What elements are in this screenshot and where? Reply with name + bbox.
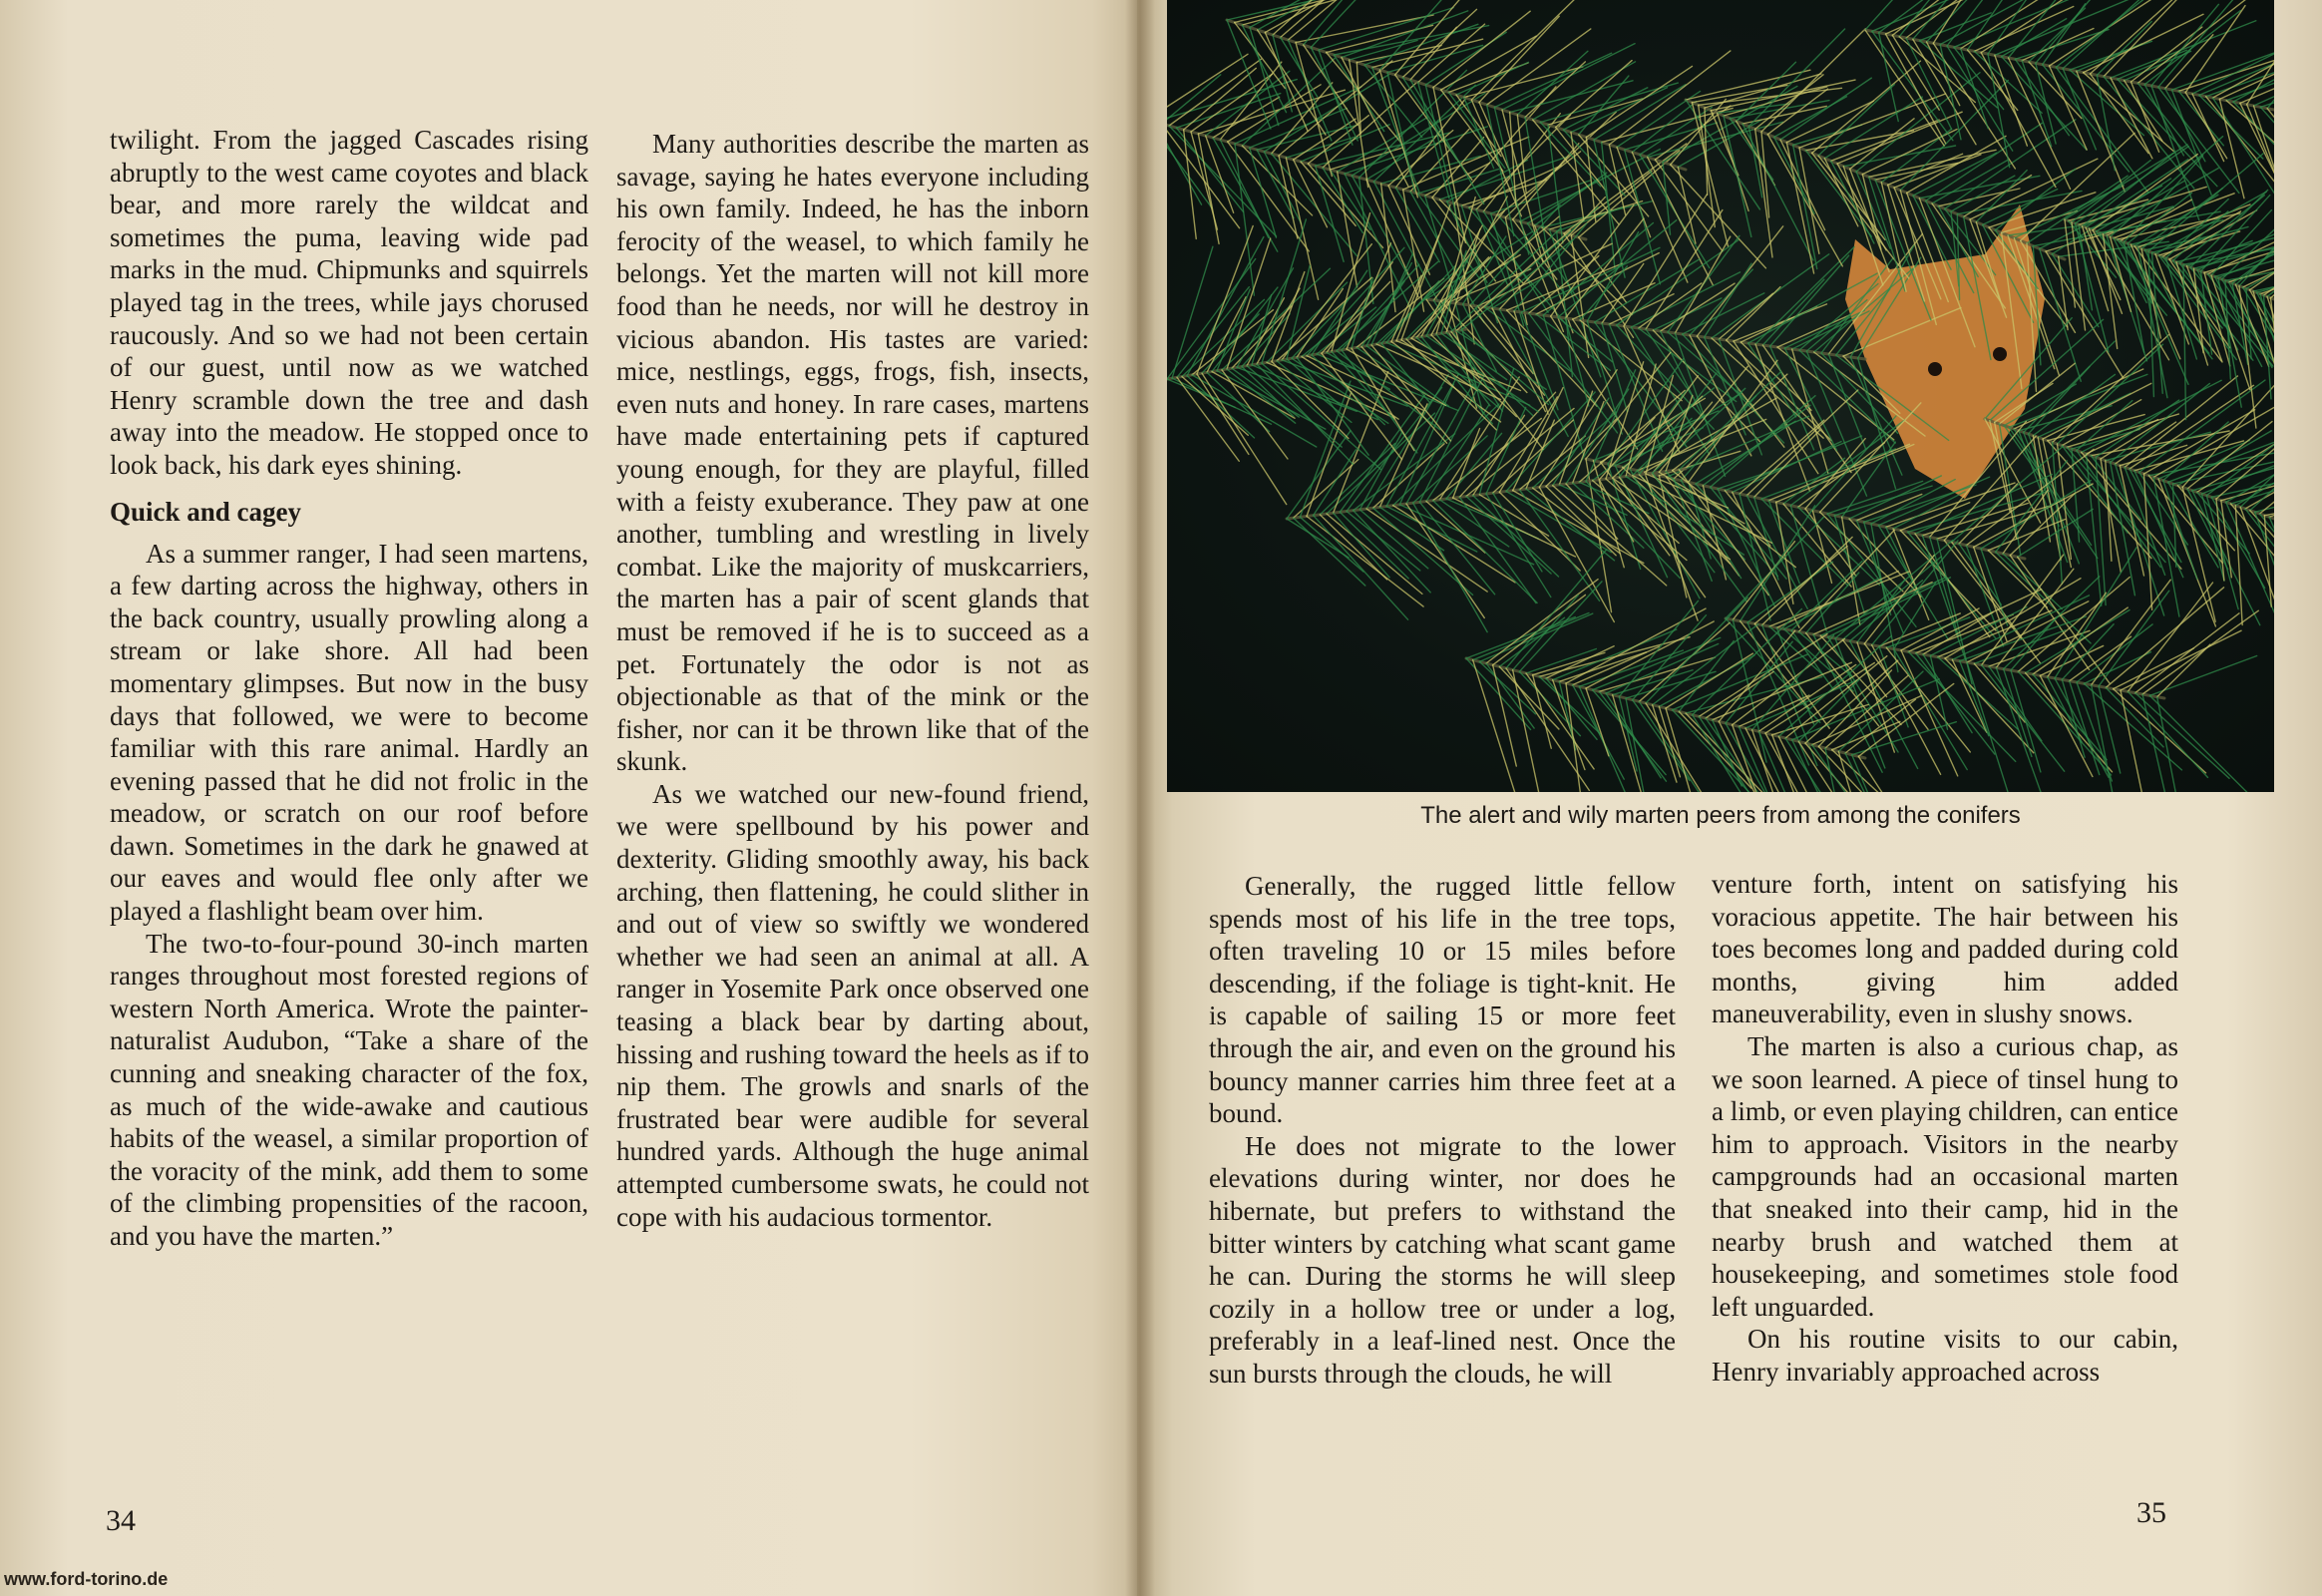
page-number-right: 35: [2136, 1496, 2166, 1529]
watermark-text: www.ford-torino.de: [4, 1569, 169, 1589]
marten-eye: [1928, 362, 1942, 376]
section-heading: Quick and cagey: [110, 496, 302, 527]
paragraph: As we watched our new-found friend, we were spellbound by his power and dexterity. Gliding smoothly away, his back arching, then flattening, he could slither in and out of view so swiftly we wondered whether we had seen an animal at all. A ranger in Yosemite Park once observed one teasing a black bear by darting about, hissing and rushing toward the heels as if to nip them. The growls and snarls of the frustrated bear were audible for several hundred yards. Although the huge animal attempted cumbersome swats, he could not cope with his audacious tormentor.: [616, 778, 1089, 1232]
paragraph: twilight. From the jagged Cascades rising abruptly to the west came coyotes and black bear, and more rarely the wildcat and sometimes the puma, leaving wide pad marks in the mud. Chipmunks and squirrels played tag in the trees, while jays chorused raucously. And so we had not been certain of our guest, until now as we watched Henry scramble down the tree and dash away into the meadow. He stopped once to look back, his dark eyes shining.: [110, 125, 588, 480]
paragraph: The two-to-four-pound 30-inch marten ranges throughout most forested regions of western North America. Wrote the painter-naturalist Audubon, “Take a share of the cunning and sneaking character of the fox, as much of the wide-awake and cautious habits of the weasel, a similar proportion of the voracity of the mink, add them to some of the climbing propensities of the racoon, and you have the marten.”: [110, 928, 588, 1251]
paragraph: He does not migrate to the lower elevations during winter, nor does he hibernate, but prefers to withstand the bitter winters by catching what scant game he can. During the storms he will sleep cozily in a hollow tree or under a log, preferably in a leaf-lined nest. Once the sun bursts through the clouds, he will: [1209, 1130, 1676, 1389]
paragraph: venture forth, intent on satisfying his voracious appetite. The hair between his toes becomes long and padded during cold months, giving him added maneuverability, even in slushy snows.: [1712, 869, 2178, 1029]
marten-eye: [1993, 347, 2007, 361]
book-gutter: [1125, 0, 1155, 1596]
paragraph: On his routine visits to our cabin, Henry invariably approached across: [1712, 1324, 2178, 1387]
marten-photo: [1167, 0, 2274, 792]
conifer-illustration: [1167, 0, 2274, 792]
paragraph: Many authorities describe the marten as savage, saying he hates everyone including his own family. Indeed, he has the inborn ferocity of the weasel, to which family he belongs. Yet the marten will not kill more food than he needs, nor will he destroy in vicious abandon. His tastes are varied: mice, nestlings, eggs, frogs, fish, insects, even nuts and honey. In rare cases, martens have made entertaining pets if captured young enough, for they are playful, filled with a feisty exuberance. They paw at one another, tumbling and wrestling in lively combat. Like the majority of muskcarriers, the marten has a pair of scent glands that must be removed if he is to succeed as a pet. Fortunately the odor is not as objectionable as that of the mink or the fisher, nor can it be thrown like that of the skunk.: [616, 129, 1089, 777]
right-page-column-1: [1209, 870, 1676, 1391]
paragraph: As a summer ranger, I had seen martens, a few darting across the highway, others in the back country, usually prowling along a stream or lake shore. All had been momentary glimpses. But now in the busy days that followed, we were to become familiar with this rare animal. Hardly an evening passed that he did not frolic in the meadow, or scratch on our roof before dawn. Sometimes in the dark he gnawed at our eaves and would flee only after we played a flashlight beam over him.: [110, 538, 588, 927]
paragraph: Generally, the rugged little fellow spends most of his life in the tree tops, often traveling 10 or 15 miles before descending, if the foliage is tight-knit. He is capable of sailing 15 or more feet through the air, and even on the ground his bouncy manner carries him three feet at a bound.: [1209, 871, 1676, 1129]
right-page-column-2: [1712, 868, 2178, 1389]
left-page-column-1: [110, 124, 588, 1253]
marten-face: [1845, 204, 2045, 499]
page-number-left: 34: [106, 1504, 136, 1537]
paragraph: The marten is also a curious chap, as we soon learned. A piece of tinsel hung to a limb, or even playing children, can entice him to approach. Visitors in the nearby campgrounds had an occasional marten that sneaked into their camp, hid in the nearby brush and watched them at housekeeping, and sometimes stole food left unguarded.: [1712, 1030, 2178, 1322]
left-page-column-2: [616, 128, 1089, 1233]
photo-caption: The alert and wily marten peers from among the conifers: [1420, 802, 2021, 829]
